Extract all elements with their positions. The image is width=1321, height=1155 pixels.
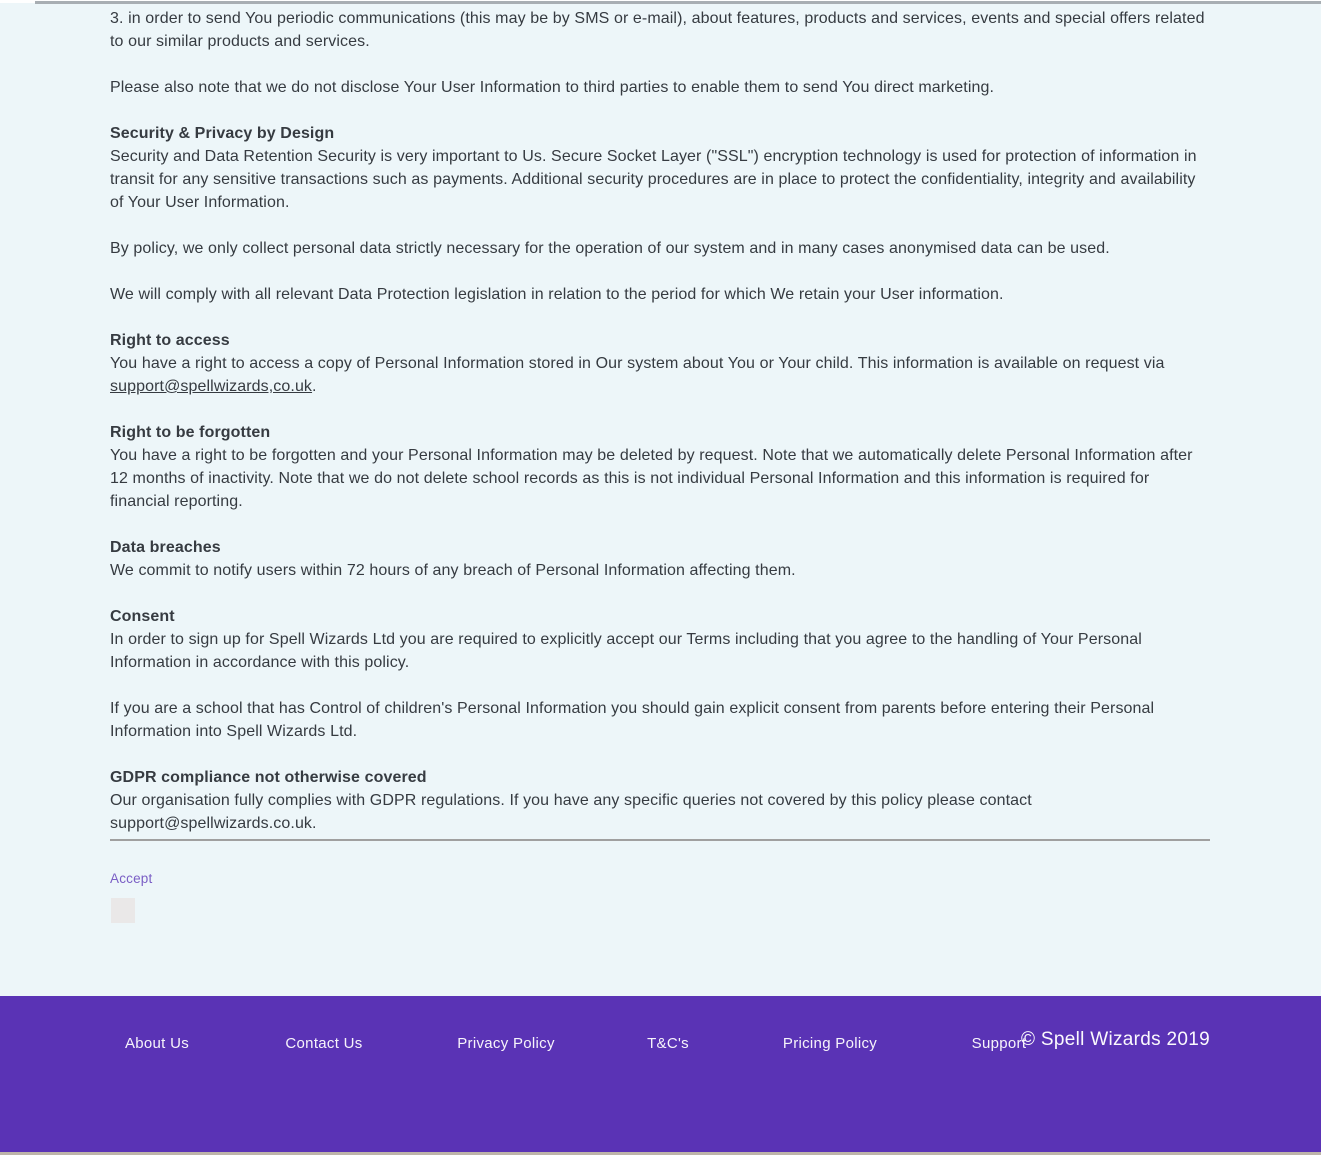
policy-paragraph-consent: In order to sign up for Spell Wizards Ltd you are required to explicitly accept our Terms including that you agree to the handling of Your Personal Information in accordance with this policy.: [110, 631, 1142, 671]
page-top-edge: [0, 0, 1321, 3]
heading-right-to-access: Right to access: [110, 332, 230, 349]
policy-text-body: [110, 7, 1210, 835]
policy-divider: [110, 839, 1210, 841]
policy-paragraph-legislation-compliance: We will comply with all relevant Data Protection legislation in relation to the period for which We retain your User information.: [110, 286, 1004, 303]
support-email-link[interactable]: support@spellwizards,co.uk: [110, 378, 313, 395]
footer-link-tandcs[interactable]: T&C's: [647, 1035, 689, 1052]
policy-paragraph-data-minimisation: By policy, we only collect personal data strictly necessary for the operation of our system and in many cases anonymised data can be used.: [110, 240, 1110, 257]
site-footer: [0, 996, 1321, 1152]
policy-paragraph-marketing-item-3: 3. in order to send You periodic communications (this may be by SMS or e-mail), about features, products and services, events and special offers related to our similar products and services.: [110, 10, 1205, 50]
accept-label: Accept: [110, 871, 153, 886]
right-to-access-text-end: .: [312, 378, 317, 395]
heading-gdpr-compliance: GDPR compliance not otherwise covered: [110, 769, 427, 786]
footer-link-privacy-policy[interactable]: Privacy Policy: [457, 1035, 555, 1052]
policy-paragraph-no-disclosure: Please also note that we do not disclose Your User Information to third parties to enable them to send You direct marketing.: [110, 79, 995, 96]
privacy-policy-content: [0, 3, 1321, 996]
heading-data-breaches: Data breaches: [110, 539, 221, 556]
heading-consent: Consent: [110, 608, 175, 625]
top-border-line: [35, 1, 1321, 4]
footer-link-about-us[interactable]: About Us: [124, 1035, 190, 1052]
accept-checkbox[interactable]: [111, 898, 135, 923]
policy-paragraph-school-consent: If you are a school that has Control of children's Personal Information you should gain explicit consent from parents before entering their Personal Information into Spell Wizards Ltd.: [110, 700, 1155, 740]
footer-link-support[interactable]: Support: [971, 1035, 1027, 1052]
policy-paragraph-right-to-access: [110, 352, 1210, 398]
footer-link-pricing-policy[interactable]: Pricing Policy: [782, 1035, 878, 1052]
footer-link-contact-us[interactable]: Contact Us: [285, 1035, 363, 1052]
footer-copyright: © Spell Wizards 2019: [1021, 1029, 1210, 1050]
right-to-access-text: You have a right to access a copy of Personal Information stored in Our system about You or Your child. This information is available on request via: [110, 355, 1165, 372]
policy-paragraph-gdpr-compliance: Our organisation fully complies with GDPR regulations. If you have any specific queries not covered by this policy please contact support@spellwizards.co.uk.: [110, 792, 1032, 832]
policy-paragraph-right-to-be-forgotten: You have a right to be forgotten and your Personal Information may be deleted by request. Note that we automatically delete Personal Information after 12 months of inactivity. Note that we do not delete school records as this is not individual Personal Information and this information is required for financial reporting.: [110, 447, 1193, 510]
heading-security-privacy-by-design: Security & Privacy by Design: [110, 125, 335, 142]
policy-paragraph-data-breaches: We commit to notify users within 72 hours of any breach of Personal Information affecting them.: [110, 562, 796, 579]
heading-right-to-be-forgotten: Right to be forgotten: [110, 424, 271, 441]
policy-paragraph-security-retention: Security and Data Retention Security is very important to Us. Secure Socket Layer ("SSL") encryption technology is used for protection of information in transit for any sensitive transactions such as payments. Additional security procedures are in place to protect the confidentiality, integrity and availability of Your User Information.: [110, 148, 1197, 211]
